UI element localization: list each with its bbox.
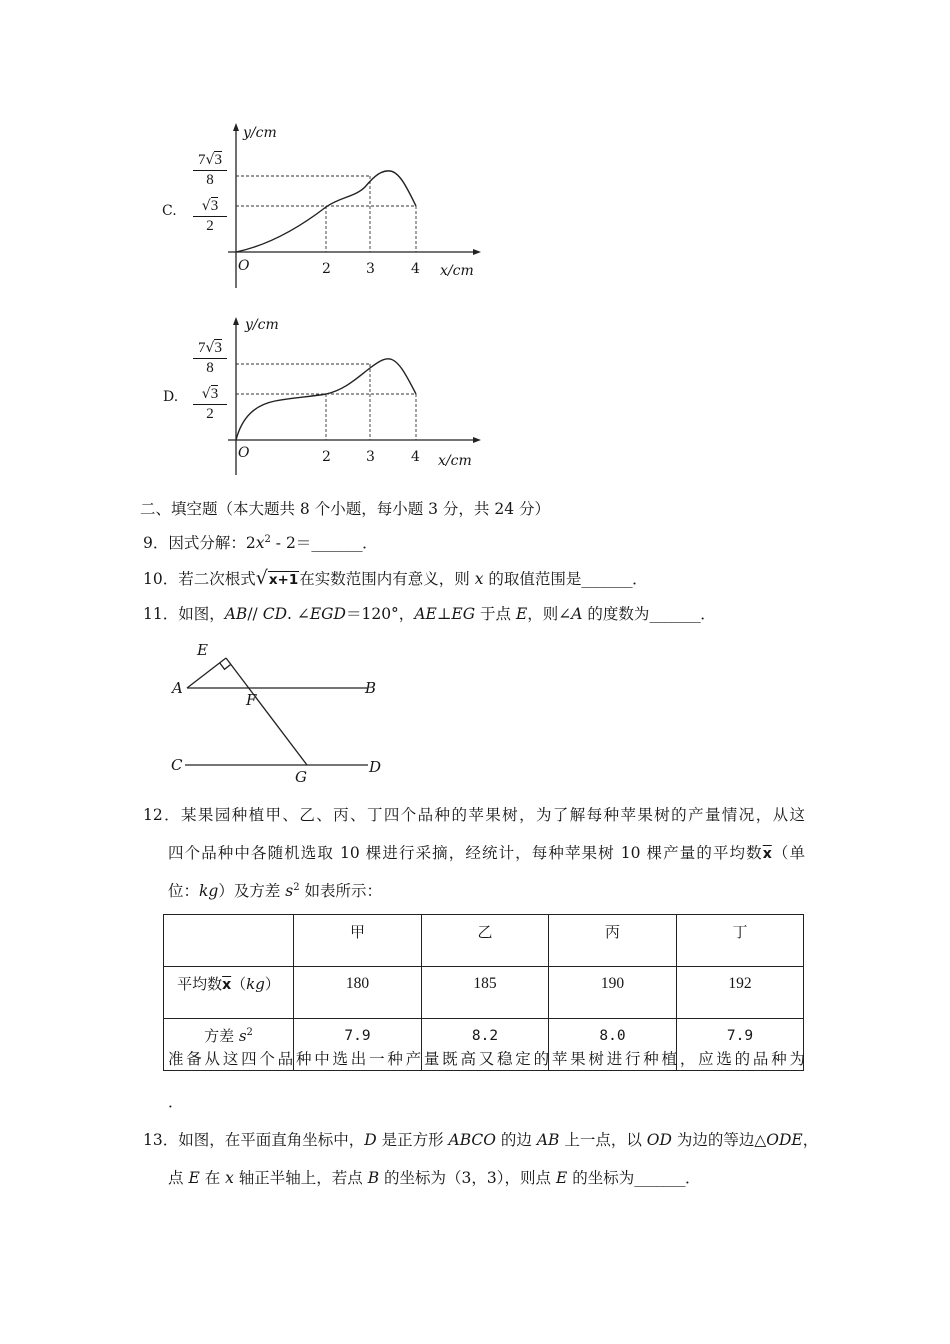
point-label: D [364,1131,377,1149]
x-axis-arrow [473,249,481,255]
segment-label: OD [646,1131,672,1149]
point-label: E [555,1169,568,1187]
table-cell: 185 [422,967,549,1019]
question-text: 10．若二次根式 [143,570,256,588]
question-text: // [247,605,263,623]
table-header-cell: 丙 [549,915,677,967]
triangle-label: ODE [766,1131,803,1149]
table-row [164,967,804,1019]
answer-blank: _______ [311,534,363,552]
question-text: ． [632,570,648,588]
table-cell: 8.0 [549,1019,677,1071]
origin-label: O [238,445,250,461]
point-label: E [188,1169,200,1187]
fraction-denominator: 2 [206,218,214,234]
question-12-end: ． [168,1093,184,1111]
radical-sign: √ [205,340,215,356]
mean-symbol: $\overline{x}$ [222,977,232,993]
question-text: 在 [199,1169,226,1187]
point-label-c: C [171,756,183,774]
table-header-row [164,915,804,967]
question-text: ． [362,534,378,552]
x-tick-label: 3 [366,261,375,277]
table-cell: 7.9 [677,1019,804,1071]
row-label-text: ） [264,975,280,993]
question-text: 的边 [495,1131,537,1149]
apple-yield-table [163,914,804,1071]
radical-sign: √ [201,386,211,402]
table-cell: 7.9 [294,1019,422,1071]
perpendicular-symbol: ⊥ [436,605,452,623]
segment-label: CD [262,605,287,623]
table-cell: 8.2 [422,1019,549,1071]
variance-symbol: s [238,1027,247,1045]
x-tick-label: 4 [411,261,420,277]
question-12-line-1: 12．某果园种植甲、乙、丙、丁四个品种的苹果树，为了解每种苹果树的产量情况，从这 [143,806,805,824]
question-text: - 2＝ [270,534,312,552]
exponent: 2 [264,534,271,545]
radical-sign: √ [201,198,211,214]
segment-label: AE [414,605,437,623]
x-tick-label: 3 [366,449,375,465]
radicand: x+1 [268,572,299,588]
question-text: 的取值范围是 [483,570,582,588]
point-label-d: D [369,758,382,776]
variance-symbol: s [285,882,294,900]
point-label: E [515,605,528,623]
question-11 [143,604,716,624]
question-text: 11．如图， [143,605,225,623]
point-label-g: G [295,768,307,786]
radicand: 3 [214,152,222,168]
question-text: 四个品种中各随机选取 10 棵进行采摘，经统计，每种苹果树 10 棵产量的平均数 [168,844,763,862]
fraction-denominator: 8 [206,360,214,376]
exponent: 2 [246,1027,253,1038]
question-text: ）及方差 [218,882,286,900]
point-label: A [571,605,583,623]
fraction-denominator: 8 [206,172,214,188]
question-text: （单 [771,844,805,862]
question-text: 于点 [475,605,516,623]
question-13-line-1 [143,1130,819,1150]
segment-ae [187,658,226,688]
row-label-text: （ [231,975,247,993]
section-heading: 二、填空题（本大题共 8 个小题，每小题 3 分，共 24 分） [140,500,551,518]
mean-symbol: $\overline{x}$ [762,846,772,862]
row-label-mean [164,967,294,1019]
point-label: B [367,1169,380,1187]
question-text: 9．因式分解：2 [143,534,256,552]
point-label-f: F [246,691,257,709]
origin-label: O [238,258,250,274]
radicand: 3 [214,340,222,356]
question-text: 点 [168,1169,189,1187]
table-corner-cell [164,915,294,967]
question-text: ． [684,1169,701,1187]
question-12-line-3 [168,881,382,901]
x-tick-label: 4 [411,449,420,465]
x-axis-arrow [473,437,481,443]
option-d-label: D. [163,389,179,405]
y-axis-arrow [233,123,239,131]
radical-sign: √ [205,152,215,168]
coefficient: 7 [198,340,206,356]
question-text: . ∠ [287,605,310,623]
table-cell: 190 [549,967,677,1019]
question-13-line-2 [168,1168,700,1188]
variable: x [255,534,265,552]
answer-blank: _______ [581,570,633,588]
question-12-line-2 [168,843,805,863]
question-text: 的坐标为（3，3），则点 [379,1169,556,1187]
x-tick-label: 2 [322,449,331,465]
question-text: 上一点，以 [559,1131,647,1149]
radical-sign: √ [255,567,268,589]
point-label-b: B [365,679,377,697]
question-text: 在实数范围内有意义，则 [299,570,475,588]
option-c-label: C. [162,203,177,219]
radicand: 3 [210,386,219,402]
question-text: 的度数为 [582,605,650,623]
question-text: 13．如图，在平面直角坐标中， [143,1131,365,1149]
question-text: ，则∠ [527,605,572,623]
row-label-text: 平均数 [177,975,223,993]
point-label-a: A [172,679,183,697]
table-header-cell: 甲 [294,915,422,967]
question-10 [143,568,648,588]
question-text: 为边的等边△ [671,1131,767,1149]
table-header-cell: 乙 [422,915,549,967]
shape-label: ABCO [448,1131,496,1149]
segment-label: EG [451,605,476,623]
row-label-text: 方差 [204,1027,239,1045]
y-axis-arrow [233,317,239,325]
variable: x [474,570,484,588]
coefficient: 7 [198,152,206,168]
right-angle-marker [220,663,231,669]
question-text: 的坐标为 [567,1169,635,1187]
question-12-prompt: 准备从这四个品种中选出一种产量既高又稳定的苹果树进行种植，应选的品种为 [168,1050,805,1068]
angle-label: EGD [309,605,346,623]
question-text: ， [802,1131,819,1149]
point-label-e: E [197,641,208,659]
table-header-cell: 丁 [677,915,804,967]
q11-geometry-figure [160,635,390,785]
exponent: 2 [293,882,300,893]
segment-eg [226,658,307,765]
table-cell: 180 [294,967,422,1019]
x-axis-label: x/cm [438,453,472,469]
unit: kg [246,975,265,993]
question-9 [143,533,378,553]
fraction-denominator: 2 [206,406,214,422]
answer-blank: _______ [649,605,701,623]
segment-label: AB [224,605,248,623]
y-axis-label: y/cm [245,317,279,333]
question-text: ＝120°， [345,605,415,623]
y-axis-label: y/cm [243,125,277,141]
question-text: 轴正半轴上，若点 [233,1169,368,1187]
question-text: 如表所示： [299,882,383,900]
unit: kg [199,882,219,900]
variable: x [225,1169,234,1187]
segment-label: AB [536,1131,560,1149]
option-d-graph [150,305,490,485]
option-c-graph [150,115,490,295]
answer-blank: _______ [634,1169,685,1187]
question-text: ． [700,605,716,623]
radicand: 3 [210,198,219,214]
question-text: 位： [168,882,200,900]
question-text: 是正方形 [376,1131,449,1149]
table-cell: 192 [677,967,804,1019]
x-axis-label: x/cm [440,263,474,279]
x-tick-label: 2 [322,261,331,277]
